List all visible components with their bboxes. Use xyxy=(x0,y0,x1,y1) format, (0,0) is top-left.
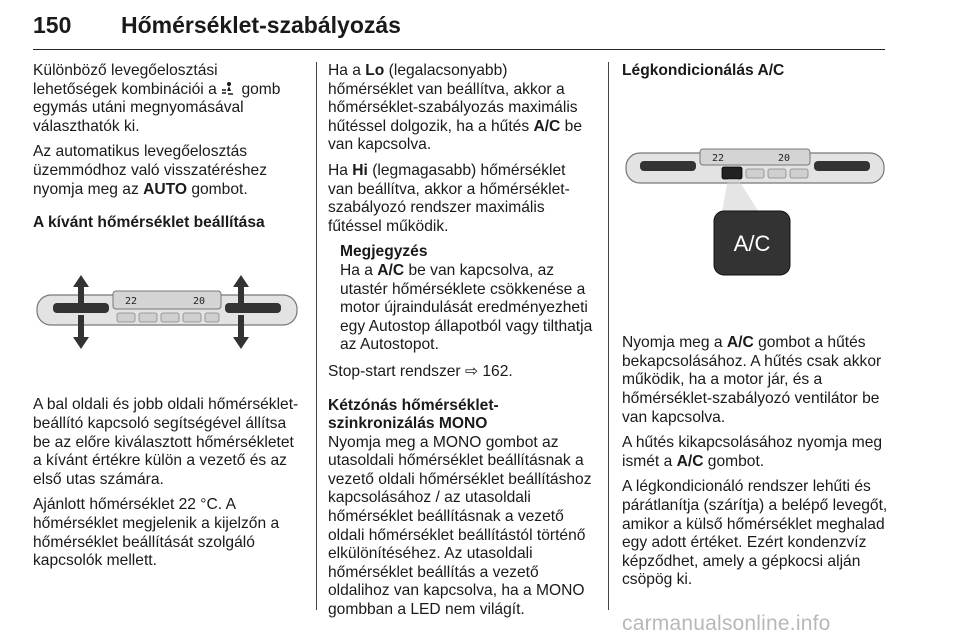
header-divider xyxy=(33,49,885,50)
air-distribution-icon xyxy=(221,81,237,97)
paragraph: Ha a Lo (legalacsonyabb) hőmérséklet van beállítva, akkor a hőmérséklet-szabályozás maximális hűtéssel dolgozik, ha a hűtés A/C be van kapcsolva. xyxy=(328,62,582,154)
watermark: carmanualsonline.info xyxy=(622,612,831,635)
paragraph: Ajánlott hőmérséklet 22 °C. A hőmérséklet megjelenik a kijelzőn a hőmérséklet beállítását szolgáló kapcsolók mellett. xyxy=(33,496,280,570)
section-heading: Légkondicionálás A/C xyxy=(622,62,785,79)
note-text: Ha a A/C be van kapcsolva, az utastér hőmérséklete csökkenése a motor újraindulását eredményezheti egy Autostop állapotból vagy tilthatja az Autostopot. xyxy=(340,261,593,354)
note-title: Megjegyzés xyxy=(340,243,428,261)
ac-zoom-label: A/C xyxy=(733,230,771,256)
paragraph: A bal oldali és jobb oldali hőmérséklet-beállító kapcsoló segítségével állítsa be az előre kiválasztott hőmérsékletet a kívánt értékre külön a vezető és az első utas számára. xyxy=(33,396,299,488)
page-title: Hőmérséklet-szabályozás xyxy=(121,12,401,38)
cross-reference[interactable]: Stop-start rendszer ⇨ 162. xyxy=(328,362,513,380)
ac-button-figure xyxy=(622,125,888,305)
right-temp-display: 20 xyxy=(193,295,206,307)
paragraph: A légkondicionáló rendszer lehűti és párátlanítja (szárítja) a belépő levegőt, amikor a külső hőmérséklet meghalad egy adott értéket. Ezért kondenzvíz képződhet, amely a gépkocsi alján csöpög ki. xyxy=(622,478,888,589)
section-heading: A kívánt hőmérséklet beállítása xyxy=(33,214,265,232)
paragraph: A hűtés kikapcsolásához nyomja meg ismét a A/C gombot. xyxy=(622,434,883,470)
paragraph: Nyomja meg a A/C gombot a hűtés bekapcsolásához. A hűtés csak akkor működik, ha a motor jár, és a hőmérséklet-szabályozó ventilátor be van kapcsolva. xyxy=(622,334,882,426)
page-number: 150 xyxy=(33,12,72,38)
paragraph: Nyomja meg a MONO gombot az utasoldali hőmérséklet beállításnak a vezető oldali hőmérséklet beállításhoz kapcsolásához / az utasoldali hőmérséklet beállításnak a vezető oldali hőmérséklet beállítástól történő elkülönítéséhez. Az utasoldali hőmérséklet beállítás a vezető oldalihoz van kapcsolva, ha a MONO gombban a LED nem világít. xyxy=(328,433,592,619)
note-box xyxy=(328,243,593,355)
section-heading: Kétzónás hőmérséklet-szinkronizálás MONO xyxy=(328,396,499,433)
column-1 xyxy=(33,62,303,578)
arrow-reference-icon: ⇨ xyxy=(464,362,479,380)
column-2 xyxy=(328,62,593,627)
paragraph: Az automatikus levegőelosztás üzemmódhoz való visszatéréshez nyomja meg az AUTO gombot. xyxy=(33,143,268,198)
climate-panel-figure xyxy=(33,273,301,351)
left-temp-display: 22 xyxy=(125,295,138,307)
page-header xyxy=(33,12,933,52)
right-temp-display: 20 xyxy=(778,152,791,164)
left-temp-display: 22 xyxy=(712,152,725,164)
column-3 xyxy=(622,62,888,597)
paragraph: Különböző levegőelosztási lehetőségek kombinációi a gomb egymás utáni megnyomásával választhatók ki. xyxy=(33,62,281,135)
column-divider xyxy=(608,62,609,610)
paragraph: Ha Hi (legmagasabb) hőmérséklet van beállítva, akkor a hőmérséklet-szabályozó rendszer maximális fűtéssel működik. xyxy=(328,161,570,235)
column-divider xyxy=(316,62,317,610)
